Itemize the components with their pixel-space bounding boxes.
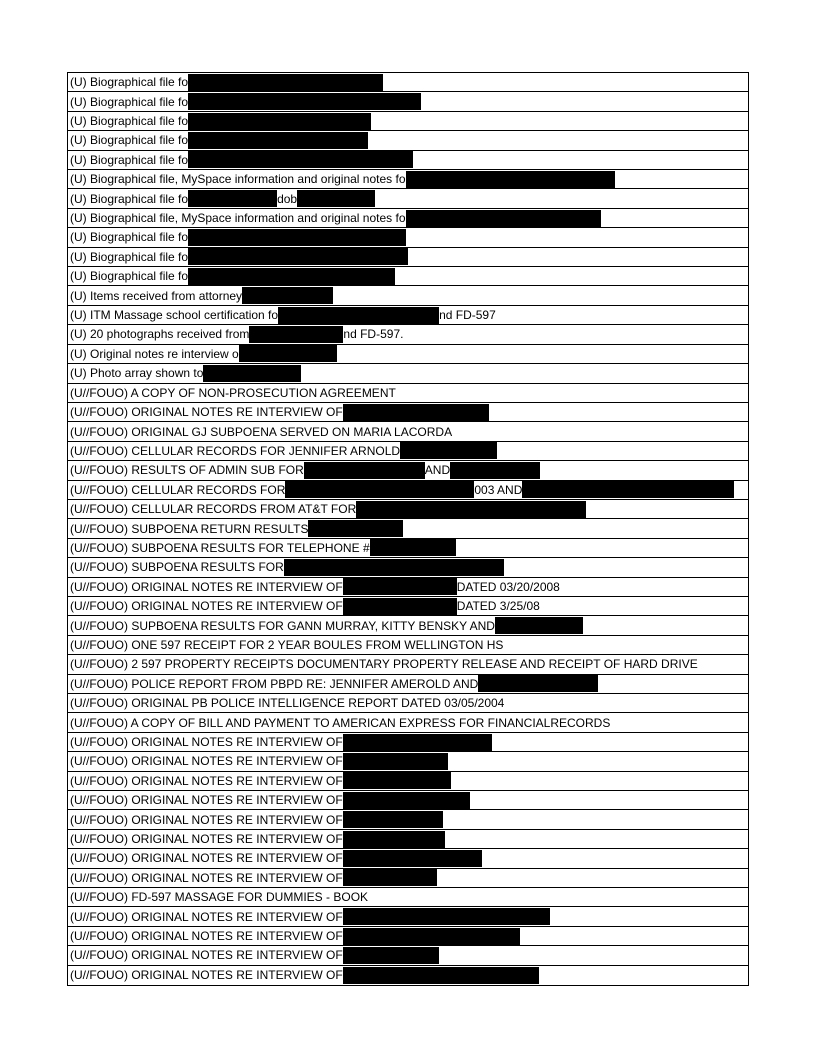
table-row xyxy=(68,636,748,655)
table-row xyxy=(68,92,748,111)
redaction-box xyxy=(188,151,413,168)
row-text: (U//FOUO) SUBPOENA RESULTS FOR xyxy=(70,560,284,575)
row-text: (U//FOUO) SUPBOENA RESULTS FOR GANN MURRAY, KITTY BENSKY AND xyxy=(70,618,495,633)
table-row xyxy=(68,578,748,597)
table-row xyxy=(68,597,748,616)
row-text: (U) Biographical file fo xyxy=(70,269,189,284)
row-text: AND xyxy=(424,463,451,478)
redaction-box xyxy=(343,811,443,828)
row-text: (U) Biographical file, MySpace information and original notes fo xyxy=(70,211,406,226)
row-text: (U) Original notes re interview o xyxy=(70,346,239,361)
row-text: (U//FOUO) 2 597 PROPERTY RECEIPTS DOCUMENTARY PROPERTY RELEASE AND RECEIPT OF HARD DRIVE xyxy=(70,657,698,672)
redaction-box xyxy=(242,287,333,304)
redaction-box xyxy=(450,462,540,479)
row-text: (U) Biographical file fo xyxy=(70,230,189,245)
redaction-box xyxy=(343,753,448,770)
table-row xyxy=(68,733,748,752)
table-row xyxy=(68,384,748,403)
table-row xyxy=(68,869,748,888)
table-row xyxy=(68,675,748,694)
table-row xyxy=(68,286,748,305)
row-text: (U) Biographical file fo xyxy=(70,249,189,264)
row-text: (U) Biographical file fo xyxy=(70,133,189,148)
redaction-box xyxy=(203,365,301,382)
redaction-box xyxy=(278,307,439,324)
row-text: (U) Biographical file fo xyxy=(70,114,189,129)
table-row xyxy=(68,519,748,538)
table-row xyxy=(68,112,748,131)
table-row xyxy=(68,481,748,500)
row-text: (U) Items received from attorney xyxy=(70,288,243,303)
table-row xyxy=(68,616,748,635)
table-row xyxy=(68,849,748,868)
table-row xyxy=(68,888,748,907)
redaction-box xyxy=(188,190,277,207)
table-row xyxy=(68,364,748,383)
row-text: (U//FOUO) CELLULAR RECORDS FOR JENNIFER ARNOLD xyxy=(70,443,401,458)
row-text: (U//FOUO) CELLULAR RECORDS FOR xyxy=(70,482,286,497)
row-text: (U) ITM Massage school certification fo xyxy=(70,308,279,323)
redaction-box xyxy=(249,326,343,343)
redaction-box xyxy=(188,229,406,246)
redaction-box xyxy=(188,248,408,265)
row-text: (U) Biographical file fo xyxy=(70,75,189,90)
redaction-box xyxy=(343,578,457,595)
redaction-box xyxy=(343,792,470,809)
table-row xyxy=(68,694,748,713)
table-row xyxy=(68,539,748,558)
redaction-box xyxy=(343,772,451,789)
table-row xyxy=(68,151,748,170)
row-text: (U) Biographical file fo xyxy=(70,94,189,109)
row-text: (U//FOUO) SUBPOENA RESULTS FOR TELEPHONE # xyxy=(70,540,370,555)
row-text: (U//FOUO) RESULTS OF ADMIN SUB FOR xyxy=(70,463,304,478)
row-text: (U) Photo array shown to xyxy=(70,366,204,381)
row-text: (U) 20 photographs received from xyxy=(70,327,250,342)
table-row xyxy=(68,403,748,422)
row-text: DATED 3/25/08 xyxy=(456,599,540,614)
redaction-box xyxy=(343,850,482,867)
table-row xyxy=(68,228,748,247)
redaction-box xyxy=(297,190,375,207)
redaction-box xyxy=(370,539,456,556)
row-text: (U) Biographical file fo xyxy=(70,152,189,167)
redaction-box xyxy=(188,132,368,149)
row-text: (U//FOUO) ORIGINAL NOTES RE INTERVIEW OF xyxy=(70,735,343,750)
evidence-table xyxy=(67,72,749,986)
table-row xyxy=(68,345,748,364)
table-row xyxy=(68,655,748,674)
row-text: (U//FOUO) ORIGINAL NOTES RE INTERVIEW OF xyxy=(70,405,343,420)
row-text: (U//FOUO) CELLULAR RECORDS FROM AT&T FOR xyxy=(70,502,357,517)
redaction-box xyxy=(478,675,598,692)
redaction-box xyxy=(239,345,337,362)
redaction-box xyxy=(343,598,457,615)
table-row xyxy=(68,772,748,791)
row-text: (U//FOUO) ORIGINAL NOTES RE INTERVIEW OF xyxy=(70,948,343,963)
table-row xyxy=(68,927,748,946)
redaction-box xyxy=(188,113,371,130)
row-text: (U//FOUO) ORIGINAL NOTES RE INTERVIEW OF xyxy=(70,812,343,827)
row-text: nd FD-597. xyxy=(343,327,404,342)
table-row xyxy=(68,131,748,150)
redaction-box xyxy=(343,734,492,751)
row-text: (U//FOUO) POLICE REPORT FROM PBPD RE: JENNIFER AMEROLD AND xyxy=(70,676,479,691)
redaction-box xyxy=(343,947,439,964)
row-text: (U//FOUO) ORIGINAL NOTES RE INTERVIEW OF xyxy=(70,968,343,983)
row-text: (U//FOUO) ORIGINAL NOTES RE INTERVIEW OF xyxy=(70,793,343,808)
redaction-box xyxy=(400,442,497,459)
redaction-box xyxy=(188,74,383,91)
row-text: dob xyxy=(277,191,298,206)
table-row xyxy=(68,966,748,985)
table-row xyxy=(68,830,748,849)
redaction-box xyxy=(308,520,403,537)
redaction-box xyxy=(285,481,474,498)
table-row xyxy=(68,461,748,480)
redaction-box xyxy=(304,462,425,479)
row-text: (U) Biographical file fo xyxy=(70,191,189,206)
table-row xyxy=(68,907,748,926)
redaction-box xyxy=(188,93,421,110)
table-row xyxy=(68,306,748,325)
row-text: (U//FOUO) ORIGINAL NOTES RE INTERVIEW OF xyxy=(70,579,343,594)
table-row xyxy=(68,442,748,461)
redaction-box xyxy=(343,928,520,945)
redaction-box xyxy=(522,481,734,498)
redaction-box xyxy=(343,908,550,925)
table-row xyxy=(68,422,748,441)
row-text: (U//FOUO) A COPY OF NON-PROSECUTION AGREEMENT xyxy=(70,385,396,400)
table-row xyxy=(68,267,748,286)
row-text: (U//FOUO) ONE 597 RECEIPT FOR 2 YEAR BOULES FROM WELLINGTON HS xyxy=(70,637,504,652)
redaction-box xyxy=(343,831,445,848)
row-text: (U//FOUO) SUBPOENA RETURN RESULTS xyxy=(70,521,309,536)
redaction-box xyxy=(356,501,586,518)
redaction-box xyxy=(406,210,601,227)
redaction-box xyxy=(406,171,615,188)
redaction-box xyxy=(343,869,437,886)
table-row xyxy=(68,209,748,228)
row-text: 003 AND xyxy=(474,482,523,497)
redaction-box xyxy=(343,404,489,421)
redaction-box xyxy=(495,617,583,634)
table-row xyxy=(68,325,748,344)
table-row xyxy=(68,558,748,577)
table-row xyxy=(68,946,748,965)
table-row xyxy=(68,248,748,267)
row-text: (U//FOUO) ORIGINAL NOTES RE INTERVIEW OF xyxy=(70,832,343,847)
row-text: (U//FOUO) ORIGINAL NOTES RE INTERVIEW OF xyxy=(70,909,343,924)
row-text: (U) Biographical file, MySpace information and original notes fo xyxy=(70,172,406,187)
row-text: (U//FOUO) ORIGINAL NOTES RE INTERVIEW OF xyxy=(70,870,343,885)
row-text: DATED 03/20/2008 xyxy=(456,579,560,594)
row-text: (U//FOUO) ORIGINAL NOTES RE INTERVIEW OF xyxy=(70,851,343,866)
table-row xyxy=(68,170,748,189)
redaction-box xyxy=(188,268,395,285)
row-text: (U//FOUO) ORIGINAL NOTES RE INTERVIEW OF xyxy=(70,754,343,769)
table-row xyxy=(68,73,748,92)
redaction-box xyxy=(284,559,504,576)
row-text: (U//FOUO) ORIGINAL NOTES RE INTERVIEW OF xyxy=(70,599,343,614)
table-row xyxy=(68,713,748,732)
row-text: (U//FOUO) ORIGINAL NOTES RE INTERVIEW OF xyxy=(70,773,343,788)
table-row xyxy=(68,189,748,208)
row-text: (U//FOUO) ORIGINAL NOTES RE INTERVIEW OF xyxy=(70,929,343,944)
table-row xyxy=(68,500,748,519)
redaction-box xyxy=(343,967,539,984)
row-text: (U//FOUO) ORIGINAL PB POLICE INTELLIGENCE REPORT DATED 03/05/2004 xyxy=(70,696,505,711)
table-row xyxy=(68,810,748,829)
table-row xyxy=(68,791,748,810)
row-text: (U//FOUO) FD-597 MASSAGE FOR DUMMIES - BOOK xyxy=(70,890,369,905)
table-row xyxy=(68,752,748,771)
row-text: nd FD-597 xyxy=(439,308,496,323)
row-text: (U//FOUO) A COPY OF BILL AND PAYMENT TO AMERICAN EXPRESS FOR FINANCIALRECORDS xyxy=(70,715,611,730)
row-text: (U//FOUO) ORIGINAL GJ SUBPOENA SERVED ON MARIA LACORDA xyxy=(70,424,453,439)
